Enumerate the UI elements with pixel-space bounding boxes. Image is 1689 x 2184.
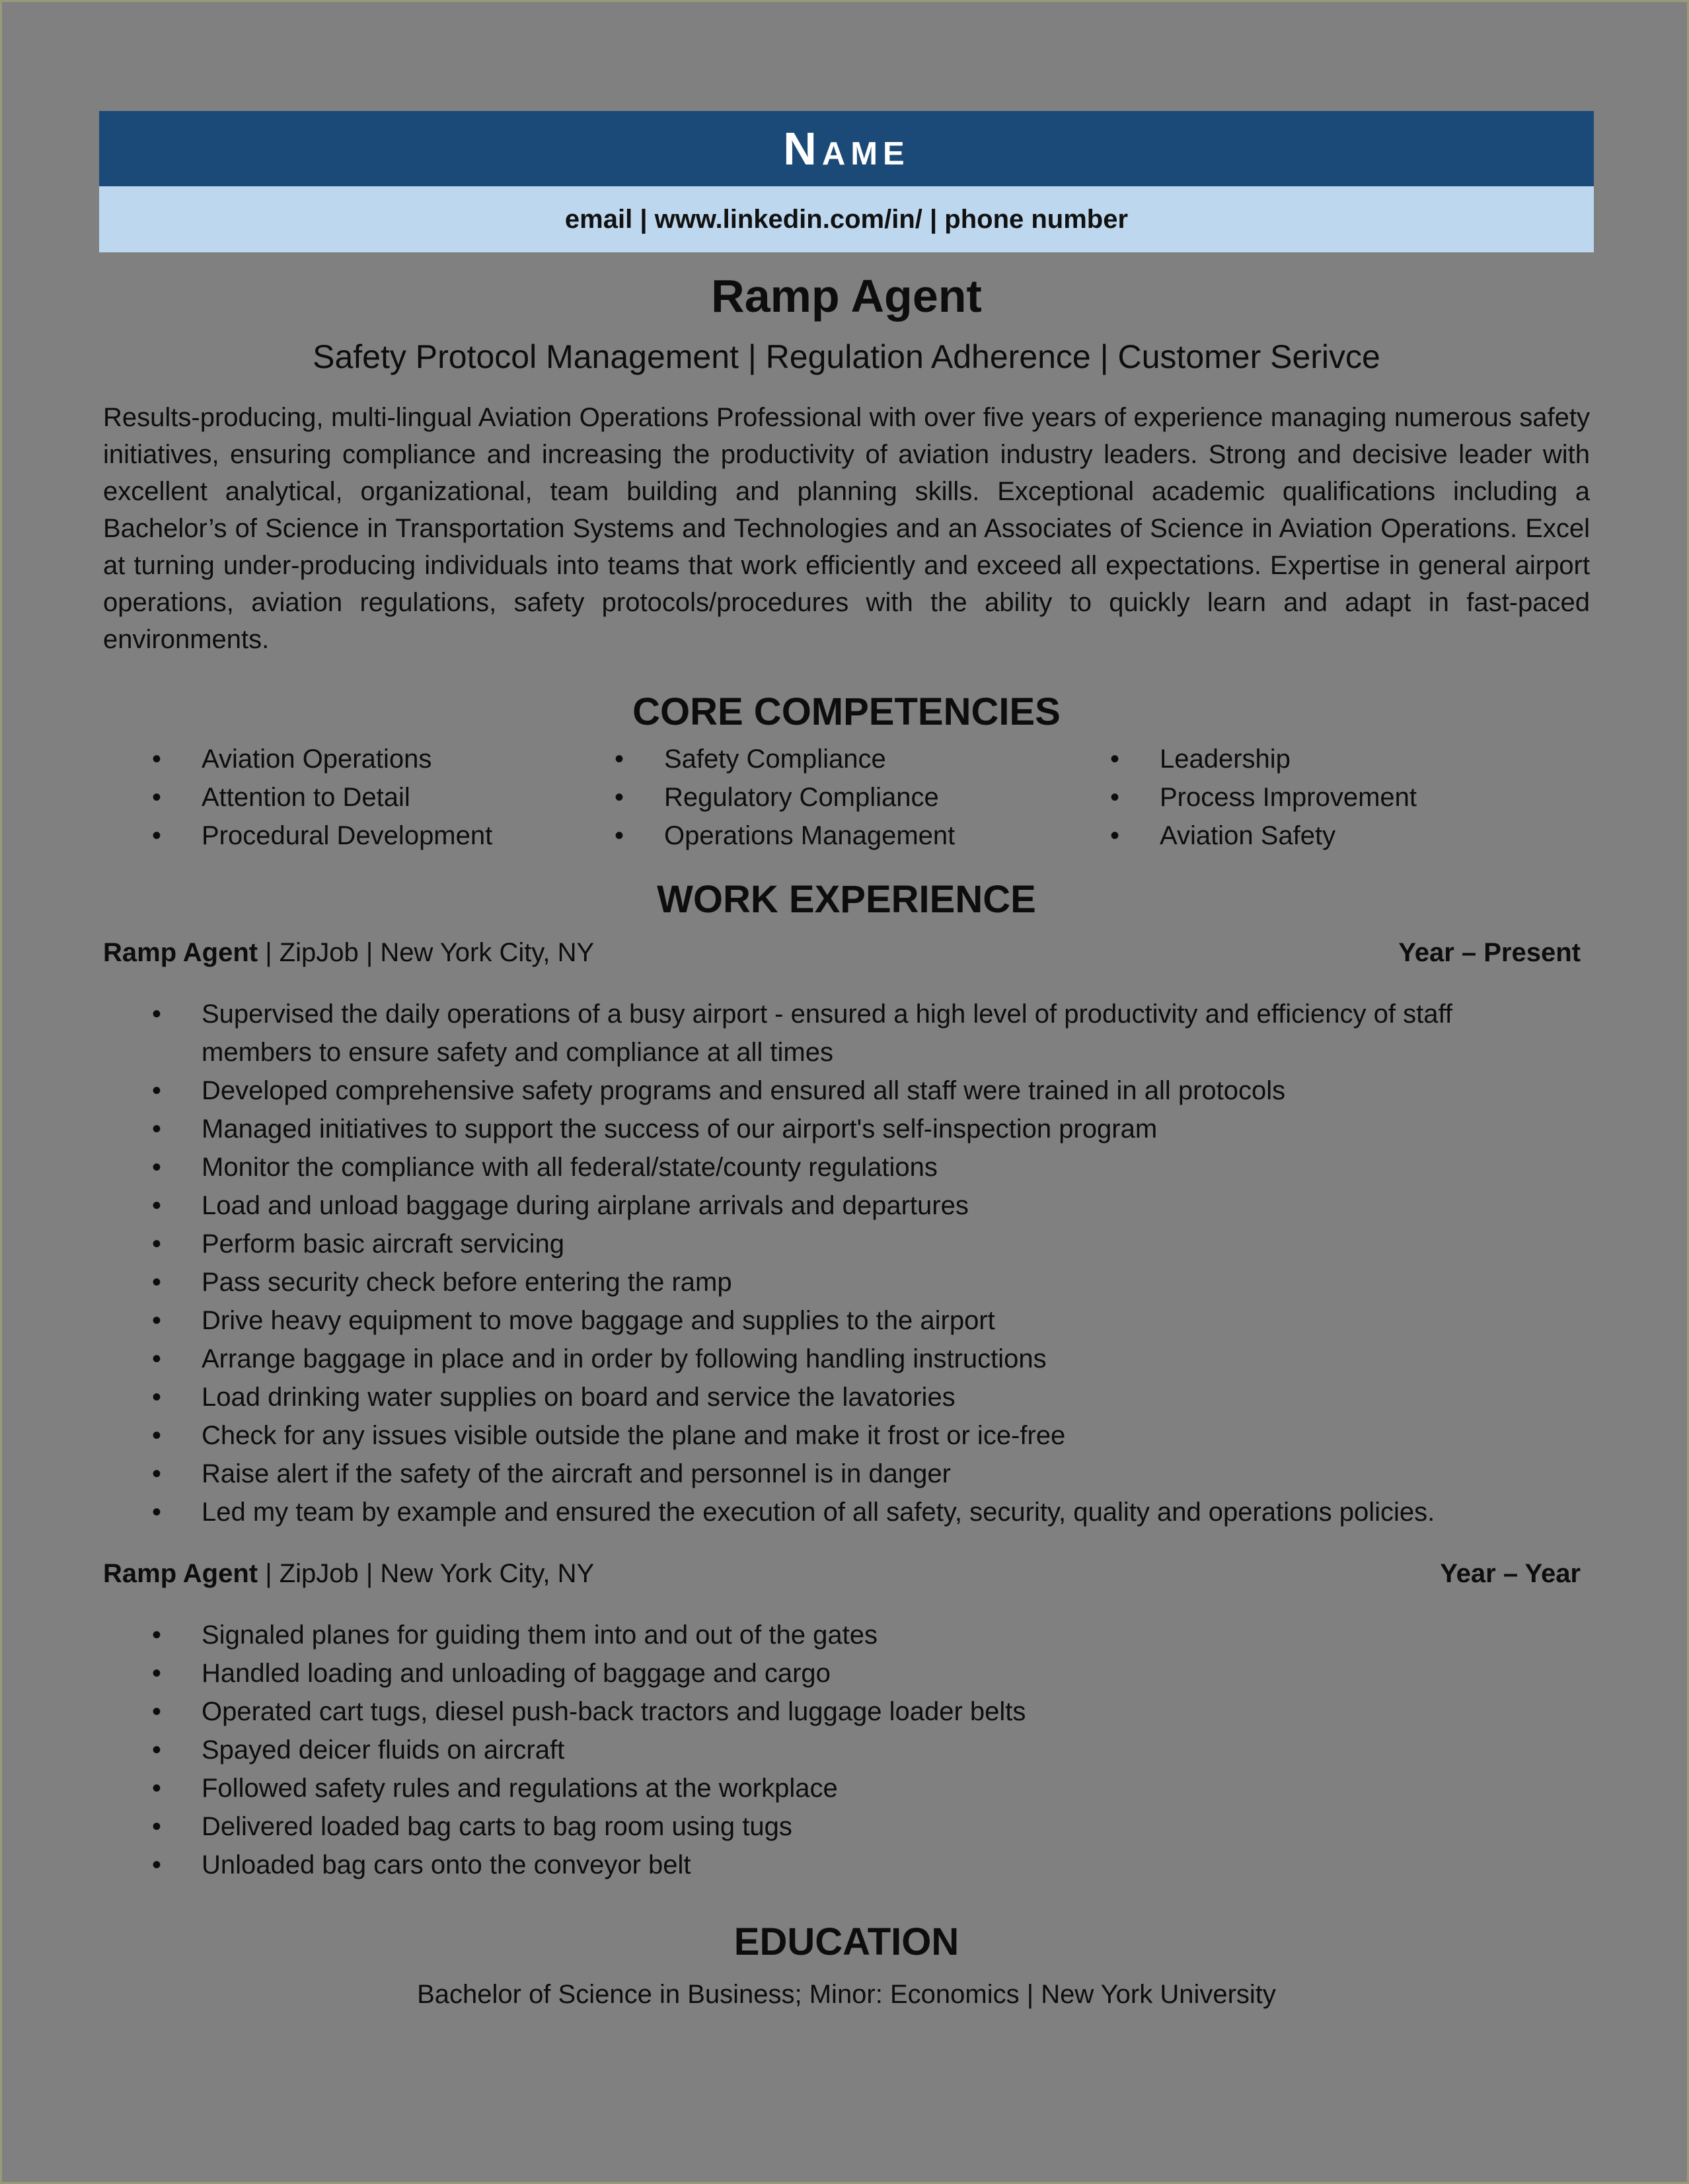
job-dates: Year – Year — [1440, 1558, 1581, 1588]
education-entry: Bachelor of Science in Business; Minor: Economics | New York University — [417, 1980, 1276, 2010]
list-item: • Arrange baggage in place and in order by following handling instructions — [99, 1340, 1594, 1378]
competencies-column — [99, 740, 595, 855]
list-item: • Handled loading and unloading of baggage and cargo — [99, 1654, 1594, 1693]
competency-item: • Aviation Operations — [99, 740, 595, 778]
competencies-column — [1090, 740, 1586, 855]
competency-item: • Procedural Development — [99, 817, 595, 855]
competencies-grid — [99, 740, 1594, 855]
professional-summary: Results-producing, multi-lingual Aviation Operations Professional with over five years of experience managing numerous safety initiatives, ensuring compliance and increasing the productivity of aviation industry leaders. Strong and decisive leader with excellent analytical, organizational, team building and planning skills. Exceptional academic qualifications including a Bachelor’s of Science in Transportation Systems and Technologies and an Associates of Science in Aviation Operations. Excel at turning under-producing individuals into teams that work efficiently and exceed all expectations. Expertise in general airport operations, aviation regulations, safety protocols/procedures with the ability to quickly learn and adapt in fast-paced environments. — [103, 403, 1590, 654]
competency-item: • Attention to Detail — [99, 778, 595, 817]
competency-item: • Aviation Safety — [1090, 817, 1586, 855]
list-item: • Load drinking water supplies on board and service the lavatories — [99, 1378, 1594, 1416]
job-company-location: | ZipJob | New York City, NY — [258, 1558, 595, 1588]
list-item: • Operated cart tugs, diesel push-back tractors and luggage loader belts — [99, 1693, 1594, 1731]
list-item: • Managed initiatives to support the success of our airport's self-inspection program — [99, 1110, 1594, 1148]
list-item: • Perform basic aircraft servicing — [99, 1225, 1594, 1263]
list-item: • Monitor the compliance with all federal/state/county regulations — [99, 1148, 1594, 1186]
job-dates: Year – Present — [1398, 937, 1581, 967]
job-subtitle: Safety Protocol Management | Regulation Adherence | Customer Serivce — [313, 338, 1380, 375]
list-item: • Spayed deicer fluids on aircraft — [99, 1731, 1594, 1769]
list-item: • Signaled planes for guiding them into and out of the gates — [99, 1616, 1594, 1654]
list-item: • Supervised the daily operations of a busy airport - ensured a high level of productivity and efficiency of staff members to ensure safety and compliance at all times — [99, 995, 1594, 1072]
competencies-column — [595, 740, 1090, 855]
list-item: • Delivered loaded bag carts to bag room using tugs — [99, 1807, 1594, 1846]
list-item: • Developed comprehensive safety programs and ensured all staff were trained in all protocols — [99, 1072, 1594, 1110]
work-experience-heading: WORK EXPERIENCE — [657, 877, 1036, 921]
job-header — [99, 1555, 1594, 1592]
job-role-line — [103, 934, 594, 971]
competency-item: • Safety Compliance — [595, 740, 1090, 778]
resume-page — [99, 111, 1594, 2010]
job-bullet-list — [99, 995, 1594, 1531]
competency-item: • Regulatory Compliance — [595, 778, 1090, 817]
list-item: • Load and unload baggage during airplane arrivals and departures — [99, 1186, 1594, 1225]
list-item: • Followed safety rules and regulations at the workplace — [99, 1769, 1594, 1807]
job-role: Ramp Agent — [103, 937, 258, 967]
list-item: • Unloaded bag cars onto the conveyor belt — [99, 1846, 1594, 1884]
job-company-location: | ZipJob | New York City, NY — [258, 937, 595, 967]
contact-banner — [99, 186, 1594, 252]
list-item: • Raise alert if the safety of the aircraft and personnel is in danger — [99, 1455, 1594, 1493]
job-role-line — [103, 1555, 594, 1592]
competency-item: • Operations Management — [595, 817, 1090, 855]
job-bullet-list — [99, 1616, 1594, 1884]
list-item: • Pass security check before entering the ramp — [99, 1263, 1594, 1301]
competency-item: • Leadership — [1090, 740, 1586, 778]
list-item: • Led my team by example and ensured the execution of all safety, security, quality and operations policies. — [99, 1493, 1594, 1531]
candidate-name: Name — [783, 123, 910, 174]
competencies-heading: CORE COMPETENCIES — [632, 690, 1061, 733]
name-banner — [99, 111, 1594, 186]
competency-item: • Process Improvement — [1090, 778, 1586, 817]
list-item: • Drive heavy equipment to move baggage and supplies to the airport — [99, 1301, 1594, 1340]
job-role: Ramp Agent — [103, 1558, 258, 1588]
contact-info: email | www.linkedin.com/in/ | phone number — [564, 204, 1129, 234]
education-heading: EDUCATION — [733, 1920, 959, 1963]
list-item: • Check for any issues visible outside the plane and make it frost or ice-free — [99, 1416, 1594, 1455]
job-header — [99, 934, 1594, 971]
job-title: Ramp Agent — [711, 270, 982, 322]
